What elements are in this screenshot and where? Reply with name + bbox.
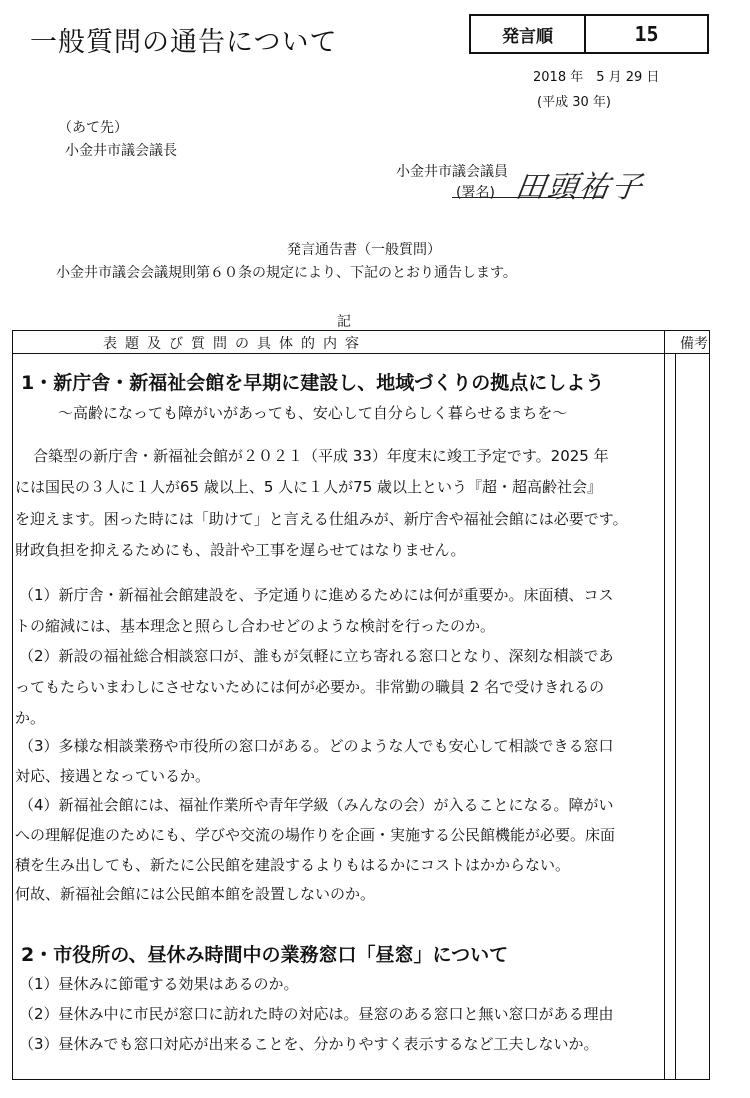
section1-question-line: 積を生み出しても、新たに公民館を建設するよりもはるかにコストはかからない。	[15, 856, 571, 874]
addressee-name: 小金井市議会議長	[65, 143, 177, 159]
table-header-remarks: 備考	[680, 336, 708, 352]
section1-intro-line: には国民の３人に１人が65 歳以上、5 人に１人が75 歳以上という『超・超高齢社会』	[15, 478, 603, 496]
section1-question-line: （4）新福祉会館には、福祉作業所や青年学級（みんなの会）が入ることになる。障がい	[19, 796, 614, 814]
table-header-divider	[13, 353, 709, 354]
sign-label: (署名)	[456, 185, 495, 201]
page-title: 一般質問の通告について	[30, 27, 338, 58]
section1-question-line: （2）新設の福祉総合相談窓口が、誰もが気軽に立ち寄れる窓口となり、深刻な相談であ	[19, 647, 614, 665]
section1-question-line: （3）多様な相談業務や市役所の窓口がある。どのような人でも安心して相談できる窓口	[19, 737, 614, 755]
table-header-main: 表題及び質問の具体的内容	[103, 336, 367, 352]
document-title: 発言通告書（一般質問）	[287, 242, 441, 258]
addressee-label: （あて先）	[58, 120, 128, 136]
section2-heading: 2・市役所の、昼休み時間中の業務窓口「昼窓」について	[21, 944, 509, 966]
document-intro: 小金井市議会会議規則第６０条の規定により、下記のとおり通告します。	[56, 265, 517, 281]
section1-intro-line: 財政負担を抑えるためにも、設計や工事を遅らせてはなりません。	[15, 541, 466, 559]
section2-question-line: （1）昼休みに節電する効果はあるのか。	[19, 975, 299, 993]
section1-question-line: ってもたらいまわしにさせないためには何が必要か。非常勤の職員 2 名で受けきれるの	[15, 678, 605, 696]
section2-question-line: （2）昼休み中に市民が窓口に訪れた時の対応は。昼窓のある窓口と無い窓口がある理由	[19, 1005, 614, 1023]
section1-question-line: トの縮減には、基本理念と照らし合わせどのような検討を行ったのか。	[15, 617, 496, 635]
question-table	[12, 330, 710, 1080]
section1-heading: 1・新庁舎・新福祉会館を早期に建設し、地域づくりの拠点にしよう	[21, 372, 605, 394]
ki-marker: 記	[337, 314, 351, 330]
speaking-order-box	[469, 14, 709, 54]
section1-question-line: 何故、新福祉会館には公民館本館を設置しないのか。	[15, 885, 376, 903]
date: 2018 年 5 月 29 日	[533, 70, 660, 85]
signature-underline	[452, 197, 602, 198]
section2-question-line: （3）昼休みでも窓口対応が出来ることを、分かりやすく表示するなど工夫しないか。	[19, 1035, 599, 1053]
table-column-divider	[664, 331, 665, 1079]
sender-title: 小金井市議会議員	[396, 164, 508, 180]
table-column-divider-inner	[675, 354, 676, 1079]
section1-question-line: 対応、接遇となっているか。	[15, 767, 211, 785]
speaking-order-number: 15	[634, 22, 659, 46]
speaking-order-label: 発言順	[471, 16, 586, 52]
section1-subheading: ～高齢になっても障がいがあっても、安心して自分らしく暮らせるまちを～	[58, 404, 568, 422]
section1-intro-line: 合築型の新庁舎・新福祉会館が２０２１（平成 33）年度末に竣工予定です。2025 年	[33, 447, 609, 465]
section1-question-line: （1）新庁舎・新福祉会館建設を、予定通りに進めるためには何が重要か。床面積、コス	[19, 586, 614, 604]
section1-intro-line: を迎えます。困った時には「助けて」と言える仕組みが、新庁舎や福祉会館には必要です。	[15, 510, 628, 528]
section1-question-line: への理解促進のためにも、学びや交流の場作りを企画・実施する公民館機能が必要。床面	[15, 826, 616, 844]
era-date: (平成 30 年)	[537, 95, 611, 110]
section1-question-line: か。	[15, 709, 46, 727]
handwritten-signature: 田頭祐子	[513, 170, 646, 205]
